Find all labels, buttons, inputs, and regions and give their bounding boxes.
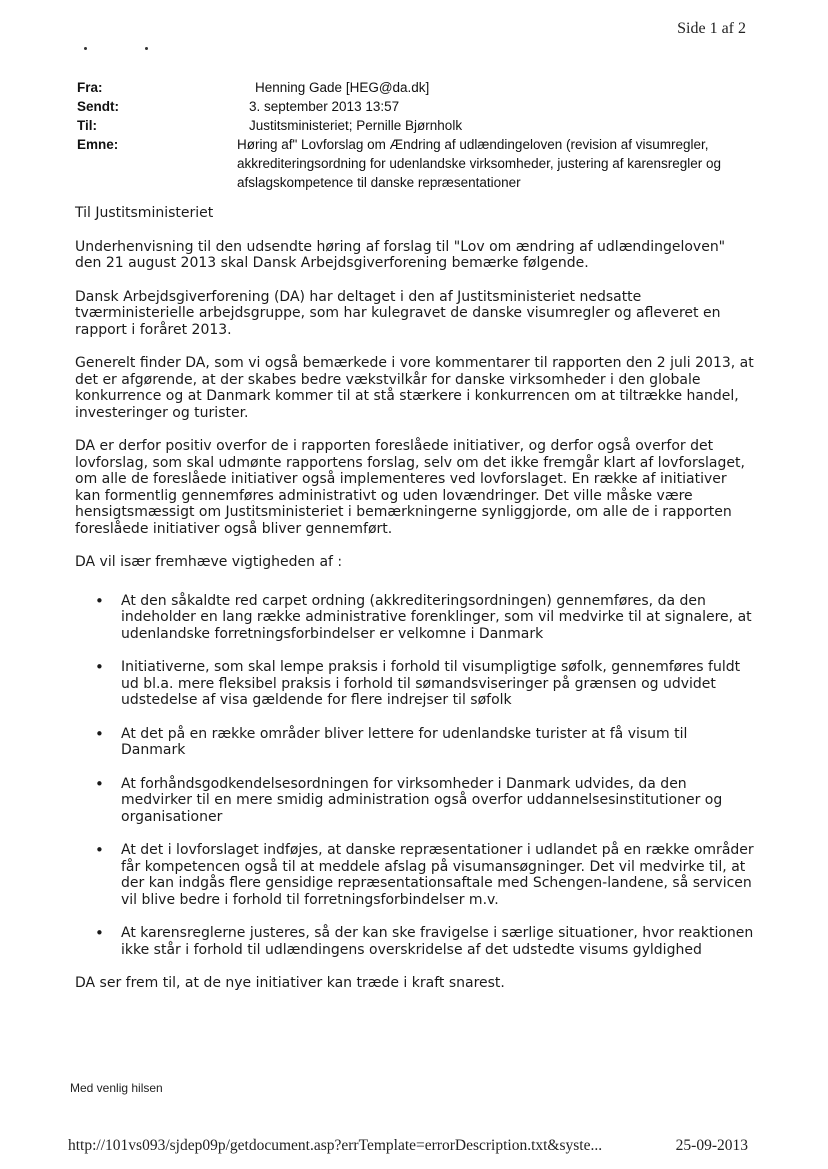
bullet-icon: • bbox=[95, 591, 104, 610]
paragraph-6: DA ser frem til, at de nye initiativer kan træde i kraft snarest. bbox=[75, 975, 505, 991]
list-item-text: At det på en række områder bliver lettere for udenlandske turister at få visum til Danmark bbox=[121, 725, 688, 758]
header-sent-value: 3. september 2013 13:57 bbox=[249, 99, 400, 114]
email-header bbox=[77, 78, 777, 192]
closing-line: Med venlig hilsen bbox=[70, 1081, 163, 1095]
header-label: Til: bbox=[77, 118, 97, 133]
header-to-row bbox=[77, 116, 777, 135]
bullet-icon: • bbox=[95, 924, 104, 942]
paragraph-4: DA er derfor positiv overfor de i rapporten foreslåede initiativer, og derfor også overfor det lovforslag, som skal udmønte rapportens forslag, selv om det ikke fremgår klart af lovforslaget, om alle de foreslåede initiativer også implementeres ved lovforslaget. En række af initiativer kan formentlig gennemføres administrativt og uden lovændringer. Det ville måske være hensigtsmæssigt om Justitsministeriet i bemærkningerne synliggjorde, om alle de i rapporten foreslåede initiativer også bliver gennemført. bbox=[75, 438, 745, 537]
paragraph-2: Dansk Arbejdsgiverforening (DA) har deltaget i den af Justitsministeriet nedsatte tværministerielle arbejdsgruppe, som har kulegravet de danske visumregler og afleveret en rapport i foråret 2013. bbox=[75, 288, 721, 338]
header-from-row bbox=[77, 78, 777, 97]
list-item bbox=[75, 726, 755, 759]
list-item bbox=[75, 842, 755, 908]
bullet-icon: • bbox=[95, 658, 104, 676]
scan-speck bbox=[145, 47, 148, 50]
header-label: Fra: bbox=[77, 80, 103, 95]
list-item bbox=[75, 925, 755, 958]
list-item bbox=[75, 776, 755, 826]
header-subject-row bbox=[77, 135, 777, 192]
footer-url: http://101vs093/sjdep09p/getdocument.asp?errTemplate=errorDescription.txt&syste... bbox=[68, 1137, 603, 1154]
header-to-value: Justitsministeriet; Pernille Bjørnholk bbox=[249, 118, 463, 133]
list-item-text: At den såkaldte red carpet ordning (akkrediteringsordningen) gennemføres, da den indeholder en lang række administrative forenklinger, som vil medvirke til at signalere, at udenlandske forretningsforbindelser er velkomne i Danmark bbox=[121, 592, 752, 642]
list-item-text: Initiativerne, som skal lempe praksis i forhold til visumpligtige søfolk, gennemføres fuldt ud bl.a. mere fleksibel praksis i forhold til sømandsviseringer på grænsen og udvidet udstedelse af visa gældende for flere indrejser til søfolk bbox=[121, 659, 741, 708]
paragraph-1: Underhenvisning til den udsendte høring af forslag til "Lov om ændring af udlændingeloven" den 21 august 2013 skal Dansk Arbejdsgiverforening bemærke følgende. bbox=[75, 238, 726, 271]
bullet-icon: • bbox=[95, 841, 104, 859]
page-number: Side 1 af 2 bbox=[677, 20, 746, 37]
print-footer bbox=[68, 1137, 748, 1155]
list-item-text: At karensreglerne justeres, så der kan ske fravigelse i særlige situationer, hvor reaktionen ikke står i forhold til udlændingens overskridelse af det udstedte visums gyldighed bbox=[121, 925, 754, 958]
paragraph-3: Generelt finder DA, som vi også bemærkede i vore kommentarer til rapporten den 2 juli 2013, at det er afgørende, at der skabes bedre vækstvilkår for danske virksomheder i den globale konkurrence og at Danmark kommer til at stå stærkere i konkurrencen om at tiltrække handel, investeringer og turister. bbox=[75, 355, 754, 421]
footer-date: 25-09-2013 bbox=[675, 1137, 748, 1154]
header-label: Emne: bbox=[77, 137, 119, 152]
bullet-icon: • bbox=[95, 774, 104, 793]
header-subject-value: Høring af" Lovforslag om Ændring af udlændingeloven (revision af visumregler, akkrediteringsordning for udenlandske virksomheder, justering af karensregler og afslagskompetence til danske repræsentationer bbox=[237, 137, 722, 190]
priority-list bbox=[75, 593, 755, 959]
letter-body bbox=[75, 205, 755, 1009]
header-from-value: Henning Gade [HEG@da.dk] bbox=[255, 80, 430, 95]
list-item-text: At forhåndsgodkendelsesordningen for virksomheder i Danmark udvides, da den medvirker til en mere smidig administration også overfor uddannelsesinstitutioner og organisationer bbox=[121, 775, 723, 825]
list-item bbox=[75, 659, 755, 709]
bullet-icon: • bbox=[95, 724, 104, 743]
header-sent-row bbox=[77, 97, 777, 116]
list-item-text: At det i lovforslaget indføjes, at danske repræsentationer i udlandet på en række områder får kompetencen også til at meddele afslag på visumansøgninger. Det vil medvirke til, at der kan indgås flere gensidige repræsentationsaftale med Schengen-landene, så servicen vil blive bedre i forhold til forretningsforbindelser m.v. bbox=[121, 842, 754, 908]
paragraph-5: DA vil især fremhæve vigtigheden af : bbox=[75, 554, 343, 570]
list-item bbox=[75, 593, 755, 643]
scan-speck bbox=[84, 47, 87, 50]
header-label: Sendt: bbox=[77, 99, 119, 114]
salutation: Til Justitsministeriet bbox=[75, 205, 214, 221]
